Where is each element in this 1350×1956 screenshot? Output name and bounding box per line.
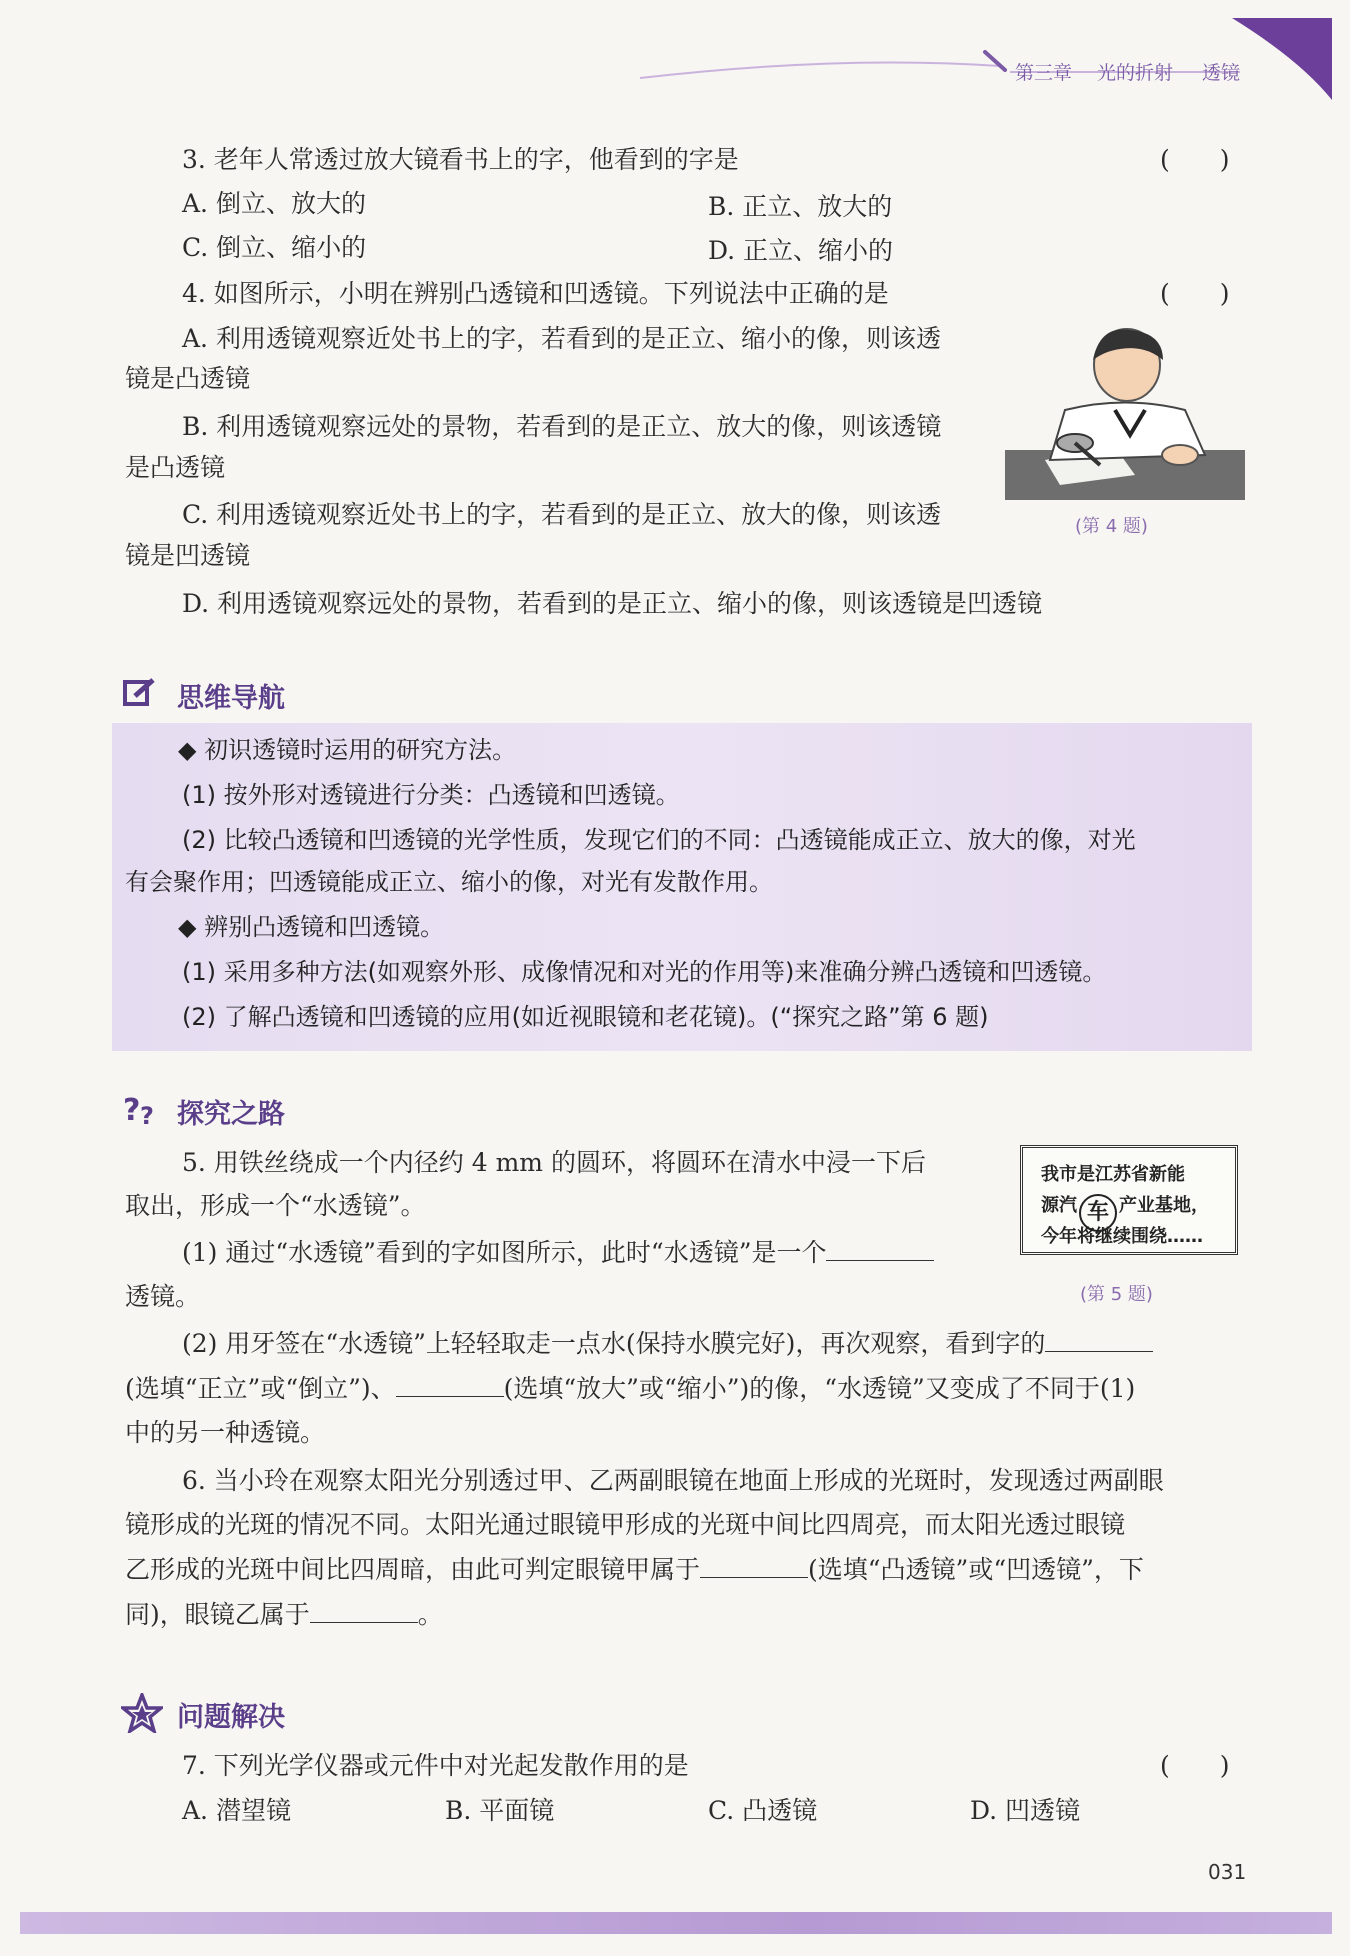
q7-option-b: B. 平面镜 bbox=[445, 1796, 555, 1825]
q7-option-c: C. 凸透镜 bbox=[708, 1796, 818, 1825]
thinking-navigation-title: 思维导航 bbox=[177, 683, 285, 714]
q3-option-c: C. 倒立、缩小的 bbox=[182, 233, 367, 262]
q5-part2-line1 bbox=[182, 1327, 1153, 1361]
q6-line2: 镜形成的光斑的情况不同。太阳光通过眼镜甲形成的光斑中间比四周亮，而太阳光透过眼镜 bbox=[125, 1510, 1126, 1539]
q5-part2-blank1[interactable] bbox=[1045, 1329, 1153, 1352]
pencil-edit-icon bbox=[123, 678, 157, 708]
question-mark-icon bbox=[123, 1093, 163, 1125]
q5-part1-line1 bbox=[182, 1236, 934, 1270]
q4-figure-caption: (第 4 题) bbox=[1075, 516, 1148, 537]
q4-option-a-line2: 镜是凸透镜 bbox=[125, 364, 251, 393]
q4-stem: 4. 如图所示，小明在辨别凸透镜和凹透镜。下列说法中正确的是 bbox=[182, 279, 889, 308]
q3-option-d: D. 正立、缩小的 bbox=[708, 236, 894, 265]
q5-part2-blank2[interactable] bbox=[396, 1374, 504, 1397]
nav-point-1-item-2-line1: (2) 比较凸透镜和凹透镜的光学性质，发现它们的不同：凸透镜能成正立、放大的像，对光 bbox=[182, 826, 1136, 854]
q5-part1-blank[interactable] bbox=[826, 1238, 934, 1261]
q5-water-lens-figure bbox=[1020, 1145, 1238, 1255]
q5-part2-line3: 中的另一种透镜。 bbox=[125, 1418, 326, 1447]
page-number: 031 bbox=[1208, 1860, 1247, 1884]
q3-option-a: A. 倒立、放大的 bbox=[182, 189, 366, 218]
q3-stem: 3. 老年人常透过放大镜看书上的字，他看到的字是 bbox=[182, 145, 739, 174]
q5-part2-option1: (选填“正立”或“倒立”)、 bbox=[125, 1374, 396, 1403]
header-decoration bbox=[0, 0, 1350, 110]
q7-option-a: A. 潜望镜 bbox=[182, 1796, 291, 1825]
figure-text-line2-end: 产业基地， bbox=[1119, 1195, 1209, 1216]
q6-line4-text: 同)，眼镜乙属于 bbox=[125, 1600, 310, 1629]
q5-part2-text: (2) 用牙签在“水透镜”上轻轻取走一点水(保持水膜完好)，再次观察，看到字的 bbox=[182, 1329, 1046, 1358]
q5-figure-caption: (第 5 题) bbox=[1080, 1284, 1153, 1305]
nav-point-2-item-1: (1) 采用多种方法(如观察外形、成像情况和对光的作用等)来准确分辨凸透镜和凹透镜。 bbox=[182, 958, 1107, 986]
q4-answer-paren: ( ) bbox=[1160, 279, 1230, 308]
chapter-title: 光的折射 bbox=[1097, 62, 1174, 84]
footer-bar bbox=[20, 1912, 1332, 1934]
q7-stem: 7. 下列光学仪器或元件中对光起发散作用的是 bbox=[182, 1751, 689, 1780]
q4-option-b-line2: 是凸透镜 bbox=[125, 453, 226, 482]
svg-text:?: ? bbox=[140, 1102, 154, 1125]
q4-option-d: D. 利用透镜观察远处的景物，若看到的是正立、缩小的像，则该透镜是凹透镜 bbox=[182, 589, 1043, 618]
magnified-character: 车 bbox=[1079, 1194, 1117, 1232]
q3-answer-paren: ( ) bbox=[1160, 145, 1230, 174]
chapter-subtitle: 透镜 bbox=[1202, 62, 1241, 84]
q5-stem-line1: 5. 用铁丝绕成一个内径约 4 mm 的圆环，将圆环在清水中浸一下后 bbox=[182, 1148, 926, 1177]
q5-part2-line2 bbox=[125, 1372, 1135, 1406]
figure-text-line3: 今年将继续围绕…… bbox=[1041, 1226, 1203, 1247]
nav-point-2-item-2: (2) 了解凸透镜和凹透镜的应用(如近视眼镜和老花镜)。(“探究之路”第 6 题) bbox=[182, 1003, 989, 1031]
q6-line3-hint: (选填“凸透镜”或“凹透镜”，下 bbox=[808, 1555, 1144, 1584]
boy-with-lens-illustration bbox=[1005, 325, 1245, 500]
explore-title: 探究之路 bbox=[177, 1099, 285, 1130]
q6-blank2[interactable] bbox=[310, 1600, 418, 1623]
star-icon bbox=[121, 1693, 163, 1733]
nav-point-1: ◆ 初识透镜时运用的研究方法。 bbox=[178, 736, 517, 764]
q7-option-d: D. 凹透镜 bbox=[970, 1796, 1081, 1825]
q4-option-a-line1: A. 利用透镜观察近处书上的字，若看到的是正立、缩小的像，则该透 bbox=[182, 324, 941, 353]
chapter-label: 第三章 bbox=[1015, 62, 1073, 84]
q5-part1-line2: 透镜。 bbox=[125, 1282, 201, 1311]
q3-option-b: B. 正立、放大的 bbox=[708, 192, 893, 221]
q4-option-b-line1: B. 利用透镜观察远处的景物，若看到的是正立、放大的像，则该透镜 bbox=[182, 412, 942, 441]
q5-part2-option2: (选填“放大”或“缩小”)的像，“水透镜”又变成了不同于(1) bbox=[503, 1374, 1136, 1403]
q5-stem-line2: 取出，形成一个“水透镜”。 bbox=[125, 1191, 426, 1220]
q6-line3 bbox=[125, 1553, 1144, 1587]
figure-text-line1: 我市是江苏省新能 bbox=[1041, 1164, 1185, 1185]
svg-text:?: ? bbox=[123, 1093, 141, 1125]
q4-option-c-line1: C. 利用透镜观察近处书上的字，若看到的是正立、放大的像，则该透 bbox=[182, 500, 942, 529]
q6-line3-text: 乙形成的光斑中间比四周暗，由此可判定眼镜甲属于 bbox=[125, 1555, 701, 1584]
nav-point-1-item-2-line2: 有会聚作用；凹透镜能成正立、缩小的像，对光有发散作用。 bbox=[125, 868, 773, 896]
q7-answer-paren: ( ) bbox=[1160, 1751, 1230, 1780]
nav-point-2: ◆ 辨别凸透镜和凹透镜。 bbox=[178, 913, 445, 941]
nav-point-1-item-1: (1) 按外形对透镜进行分类：凸透镜和凹透镜。 bbox=[182, 781, 680, 809]
figure-text-line2-start: 源汽 bbox=[1041, 1195, 1077, 1216]
q6-line4 bbox=[125, 1598, 443, 1632]
q4-option-c-line2: 镜是凹透镜 bbox=[125, 541, 251, 570]
q6-line1: 6. 当小玲在观察太阳光分别透过甲、乙两副眼镜在地面上形成的光斑时，发现透过两副眼 bbox=[182, 1466, 1164, 1495]
problem-solving-title: 问题解决 bbox=[177, 1702, 285, 1733]
q6-line4-end: 。 bbox=[417, 1600, 443, 1629]
q6-blank1[interactable] bbox=[700, 1555, 808, 1578]
q5-part1-text: (1) 通过“水透镜”看到的字如图所示，此时“水透镜”是一个 bbox=[182, 1238, 827, 1267]
